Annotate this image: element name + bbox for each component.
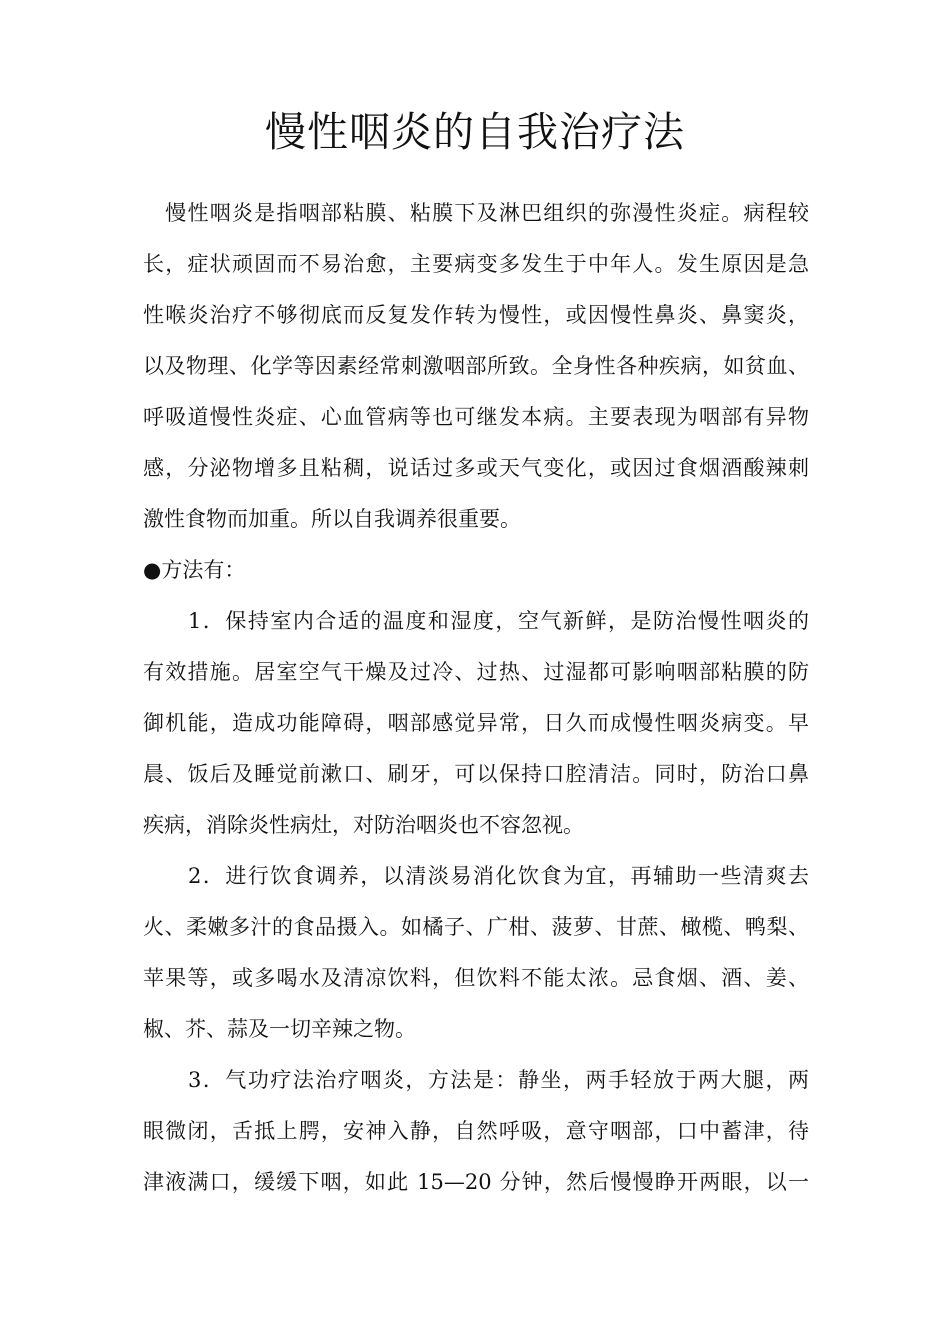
body-line: 2．进行饮食调养，以清淡易消化饮食为宜，再辅助一些清爽去 (143, 864, 809, 888)
body-line: 眼微闭，舌抵上腭，安神入静，自然呼吸，意守咽部，口中蓄津，待 (143, 1119, 809, 1143)
body-line: 苹果等，或多喝水及清凉饮料，但饮料不能太浓。忌食烟、酒、姜、 (143, 966, 809, 990)
body-line: ●方法有： (143, 558, 246, 582)
body-line: 性喉炎治疗不够彻底而反复发作转为慢性，或因慢性鼻炎、鼻窦炎， (143, 303, 809, 327)
body-line: 1．保持室内合适的温度和湿度，空气新鲜，是防治慢性咽炎的 (143, 609, 809, 633)
body-line: 呼吸道慢性炎症、心血管病等也可继发本病。主要表现为咽部有异物 (143, 405, 809, 429)
body-line: 激性食物而加重。所以自我调养很重要。 (143, 507, 521, 531)
body-line: 御机能，造成功能障碍，咽部感觉异常，日久而成慢性咽炎病变。早 (143, 711, 809, 735)
body-line: 疾病，消除炎性病灶，对防治咽炎也不容忽视。 (143, 813, 584, 837)
body-line: 以及物理、化学等因素经常刺激咽部所致。全身性各种疾病，如贫血、 (143, 354, 809, 378)
body-line: 感，分泌物增多且粘稠，说话过多或天气变化，或因过食烟酒酸辣刺 (143, 456, 809, 480)
body-line: 长，症状顽固而不易治愈，主要病变多发生于中年人。发生原因是急 (143, 252, 809, 276)
body-line: 晨、饭后及睡觉前漱口、刷牙，可以保持口腔清洁。同时，防治口鼻 (143, 762, 809, 786)
document-body (143, 188, 809, 1208)
body-line: 火、柔嫩多汁的食品摄入。如橘子、广柑、菠萝、甘蔗、橄榄、鸭梨、 (143, 915, 809, 939)
body-line: 椒、芥、蒜及一切辛辣之物。 (143, 1017, 416, 1041)
body-line: 有效措施。居室空气干燥及过冷、过热、过湿都可影响咽部粘膜的防 (143, 660, 809, 684)
body-line: 慢性咽炎是指咽部粘膜、粘膜下及淋巴组织的弥漫性炎症。病程较 (143, 201, 809, 225)
body-line: 津液满口，缓缓下咽，如此 15—20 分钟，然后慢慢睁开两眼，以一 (143, 1170, 809, 1194)
document-title: 慢性咽炎的自我治疗法 (265, 108, 685, 156)
body-line: 3．气功疗法治疗咽炎，方法是：静坐，两手轻放于两大腿，两 (143, 1068, 809, 1092)
